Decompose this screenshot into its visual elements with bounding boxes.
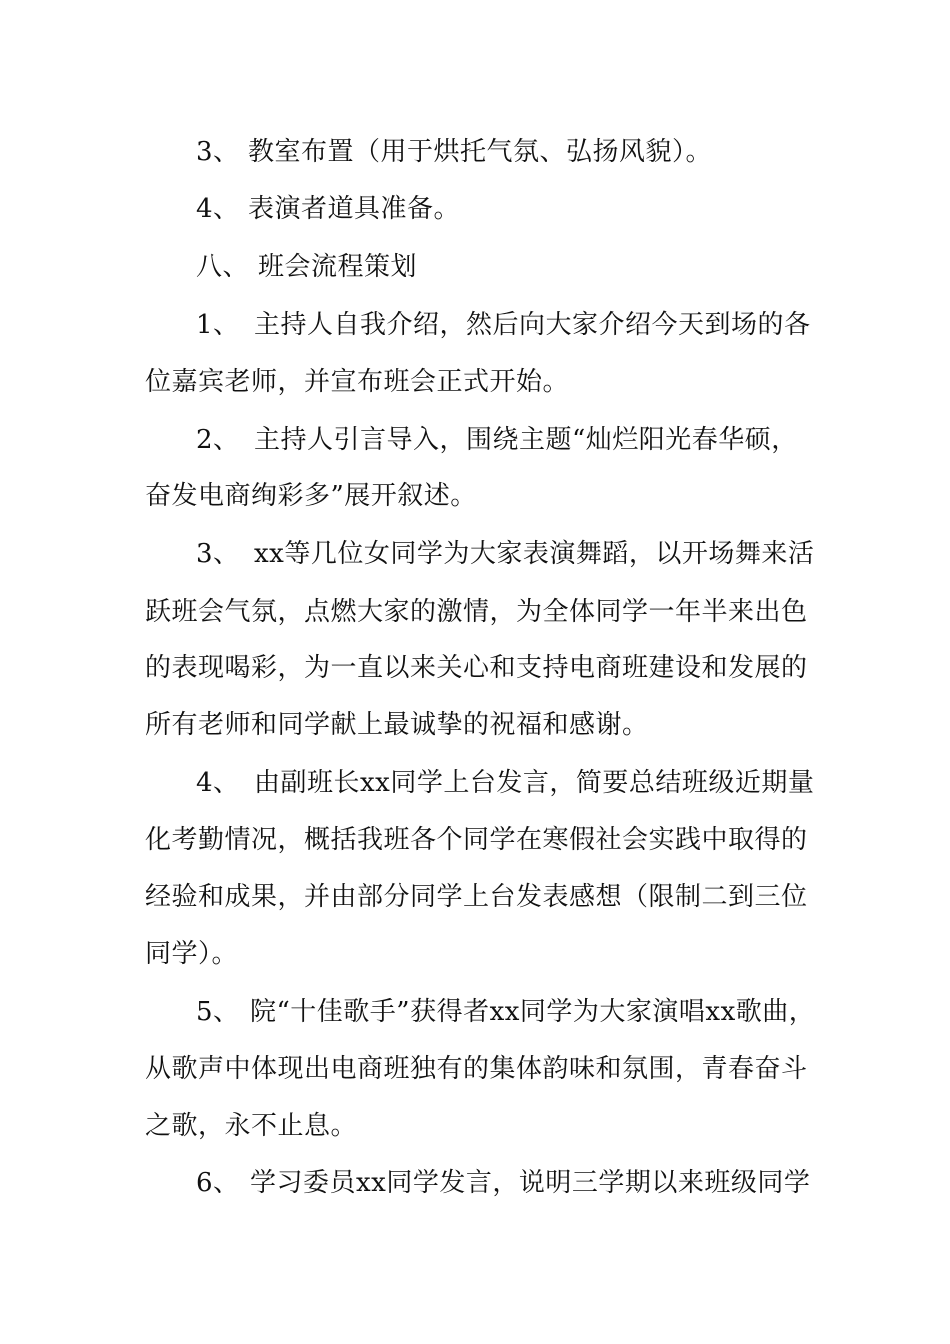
paragraph-line — [0, 366, 950, 398]
item-text: 主持人引言导入，围绕主题“灿烂阳光春华硕， — [254, 425, 798, 455]
item-text: 教室布置（用于烘托气氛、弘扬风貌）。 — [248, 137, 713, 167]
paragraph-line — [0, 596, 950, 628]
paragraph-line — [0, 480, 950, 512]
paragraph-line — [0, 881, 950, 913]
item-number: 5、 — [196, 997, 240, 1027]
item-text: 位嘉宾老师，并宣布班会正式开始。 — [145, 367, 570, 397]
paragraph-line — [0, 424, 950, 456]
item-text: 奋发电商绚彩多”展开叙述。 — [145, 481, 477, 511]
item-text: 由副班长xx同学上台发言，简要总结班级近期量 — [254, 768, 815, 798]
item-text: 的表现喝彩，为一直以来关心和支持电商班建设和发展的 — [145, 653, 808, 683]
item-number: 1、 — [196, 310, 240, 340]
paragraph-line — [0, 996, 950, 1028]
paragraph-line — [0, 767, 950, 799]
section-title: 班会流程策划 — [258, 252, 418, 282]
item-number: 4、 — [196, 768, 240, 798]
item-number: 3、 — [196, 539, 240, 569]
paragraph-line — [0, 938, 950, 970]
item-number: 6、 — [196, 1168, 240, 1198]
item-text: 所有老师和同学献上最诚挚的祝福和感谢。 — [145, 710, 649, 740]
item-text: xx等几位女同学为大家表演舞蹈，以开场舞来活 — [254, 539, 815, 569]
paragraph-line — [0, 538, 950, 570]
section-heading-8 — [0, 251, 950, 283]
paragraph-line — [0, 709, 950, 741]
paragraph-line — [0, 1167, 950, 1199]
item-number: 4、 — [196, 194, 240, 224]
item-text: 学习委员xx同学发言，说明三学期以来班级同学 — [250, 1168, 811, 1198]
item-text: 经验和成果，并由部分同学上台发表感想（限制二到三位 — [145, 882, 808, 912]
item-text: 院“十佳歌手”获得者xx同学为大家演唱xx歌曲， — [250, 997, 816, 1027]
paragraph-line — [0, 652, 950, 684]
list-item-3-classroom — [0, 136, 950, 168]
section-number: 八、 — [196, 252, 250, 282]
item-text: 主持人自我介绍，然后向大家介绍今天到场的各 — [254, 310, 811, 340]
paragraph-line — [0, 1053, 950, 1085]
item-text: 表演者道具准备。 — [248, 194, 461, 224]
list-item-4-props — [0, 193, 950, 225]
item-text: 从歌声中体现出电商班独有的集体韵味和氛围，青春奋斗 — [145, 1054, 808, 1084]
item-text: 跃班会气氛，点燃大家的激情，为全体同学一年半来出色 — [145, 597, 808, 627]
item-text: 化考勤情况，概括我班各个同学在寒假社会实践中取得的 — [145, 825, 808, 855]
item-text: 同学）。 — [145, 939, 239, 969]
paragraph-line — [0, 824, 950, 856]
item-number: 3、 — [196, 137, 240, 167]
paragraph-line — [0, 309, 950, 341]
paragraph-line — [0, 1110, 950, 1142]
item-text: 之歌，永不止息。 — [145, 1111, 358, 1141]
item-number: 2、 — [196, 425, 240, 455]
